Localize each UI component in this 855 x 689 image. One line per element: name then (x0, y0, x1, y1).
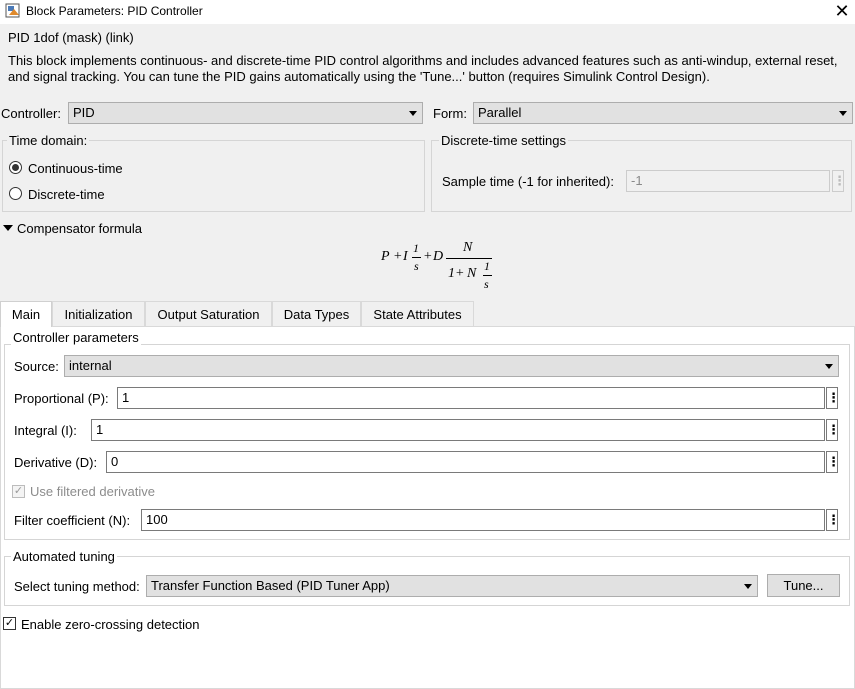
source-label: Source: (14, 359, 59, 374)
tab-output-saturation[interactable]: Output Saturation (145, 301, 272, 326)
formula-d: D (433, 249, 444, 264)
formula-inner-s: s (484, 277, 489, 291)
derivative-label: Derivative (D): (14, 455, 98, 470)
block-description: This block implements continuous- and discrete-time PID control algorithms and includes advanced features such as anti-windup, external reset, and signal tracking. You can tune the PID gains automatically using the 'Tune...' button (requires Simulink Control Design). (8, 53, 838, 84)
formula-inner-one: 1 (484, 259, 490, 273)
chevron-down-icon (744, 584, 752, 589)
formula-p: P (381, 249, 390, 264)
formula-i: I (403, 249, 408, 264)
tab-main[interactable]: Main (0, 301, 52, 327)
close-icon: ✕ (834, 1, 850, 21)
continuous-time-radio[interactable] (9, 161, 22, 174)
time-domain-title: Time domain: (9, 133, 88, 148)
formula-inner-fraction-line (483, 275, 492, 276)
compensator-formula-toggle[interactable]: Compensator formula (17, 221, 142, 236)
more-options-icon[interactable]: ⋮ (832, 170, 844, 192)
chevron-down-icon (825, 364, 833, 369)
zero-crossing-checkbox[interactable]: ✓ (4, 617, 15, 629)
chevron-down-icon (839, 111, 847, 116)
close-button[interactable] (830, 1, 854, 23)
tab-initialization[interactable]: Initialization (52, 301, 145, 326)
proportional-input[interactable]: 1 (117, 387, 825, 409)
integral-label: Integral (I): (14, 423, 77, 438)
form-value: Parallel (478, 105, 522, 120)
tuning-method-value: Transfer Function Based (PID Tuner App) (151, 578, 390, 593)
formula-s: s (414, 259, 419, 273)
derivative-more-icon[interactable]: ⋮ (826, 451, 838, 473)
integral-input[interactable]: 1 (91, 419, 825, 441)
use-filtered-derivative-checkbox[interactable]: ✓ (13, 485, 24, 497)
proportional-label: Proportional (P): (14, 391, 109, 406)
collapse-triangle-icon[interactable] (3, 225, 13, 231)
integral-more-icon[interactable]: ⋮ (826, 419, 838, 441)
tuning-method-label: Select tuning method: (14, 579, 140, 594)
filter-coefficient-more-icon[interactable]: ⋮ (826, 509, 838, 531)
source-value: internal (69, 358, 112, 373)
source-dropdown[interactable] (64, 355, 839, 377)
formula-one-plus: 1+ (448, 266, 465, 281)
filter-coefficient-input[interactable]: 100 (141, 509, 825, 531)
discrete-time-label[interactable]: Discrete-time (28, 187, 105, 202)
form-dropdown[interactable] (473, 102, 853, 124)
zero-crossing-label[interactable]: Enable zero-crossing detection (21, 617, 200, 632)
sample-time-label: Sample time (-1 for inherited): (442, 174, 614, 189)
tab-state-attributes[interactable]: State Attributes (361, 301, 474, 326)
use-filtered-derivative-label: Use filtered derivative (30, 484, 155, 499)
continuous-time-label[interactable]: Continuous-time (28, 161, 123, 176)
discrete-settings-title: Discrete-time settings (441, 133, 566, 148)
formula-n-denominator: N (467, 266, 477, 281)
window-title: Block Parameters: PID Controller (26, 4, 203, 18)
controller-value: PID (73, 105, 95, 120)
formula-fraction-line (412, 257, 421, 258)
controller-parameters-title: Controller parameters (13, 330, 139, 345)
formula-n-numerator: N (463, 240, 473, 255)
tuning-method-dropdown[interactable] (146, 575, 758, 597)
formula-one: 1 (413, 241, 419, 255)
automated-tuning-title: Automated tuning (13, 549, 115, 564)
derivative-input[interactable]: 0 (106, 451, 825, 473)
discrete-time-radio[interactable] (9, 187, 22, 200)
formula-plus-1: + (393, 249, 403, 264)
tab-data-types[interactable]: Data Types (272, 301, 361, 326)
block-name: PID 1dof (mask) (link) (8, 30, 134, 45)
filter-coefficient-label: Filter coefficient (N): (14, 513, 131, 528)
tune-button[interactable]: Tune... (767, 574, 840, 597)
proportional-more-icon[interactable]: ⋮ (826, 387, 838, 409)
formula-plus-2: + (423, 249, 433, 264)
form-label: Form: (433, 106, 467, 121)
controller-label: Controller: (1, 106, 61, 121)
chevron-down-icon (409, 111, 417, 116)
sample-time-input[interactable]: -1 (626, 170, 830, 192)
controller-dropdown[interactable] (68, 102, 423, 124)
simulink-block-icon (5, 3, 21, 19)
